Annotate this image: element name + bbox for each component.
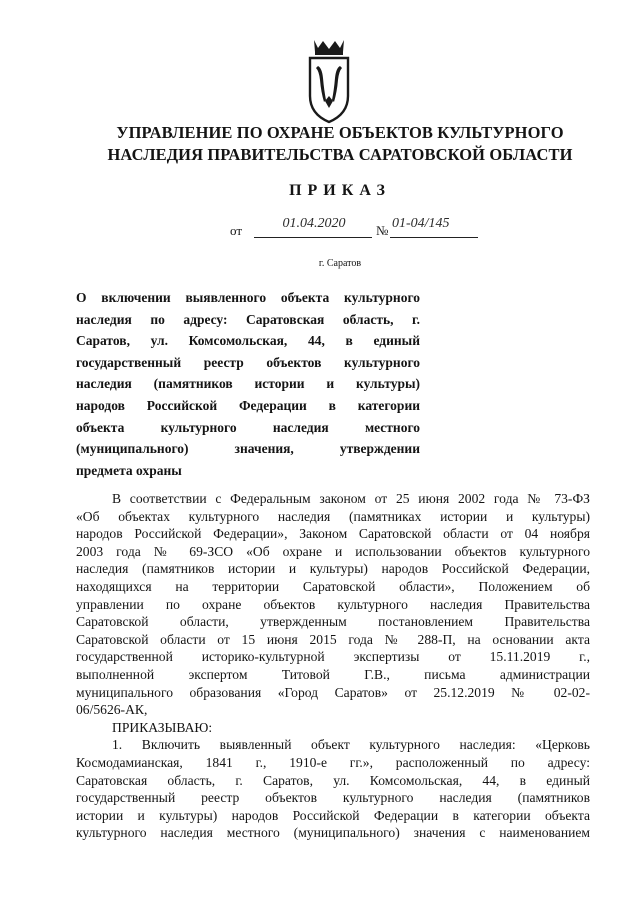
subject-line: (муниципального) значения, утверждении [76,441,420,457]
number-underline [390,237,478,238]
saratov-coat-of-arms-icon [302,38,356,124]
subject-line: наследия (памятников истории и культуры) [76,376,420,392]
subject-line: народов Российской Федерации в категории [76,397,420,413]
handwritten-number: 01-04/145 [392,216,450,231]
subject-line: О включении выявленного объекта культурного [76,290,420,305]
body-line: управлении по охране объектов культурного наследия Правительства [76,596,590,612]
body-line: государственной историко-культурной экспертизы от 15.11.2019 г., [76,649,590,665]
handwritten-date: 01.04.2020 [282,216,346,231]
body-line: 1. Включить выявленный объект культурного наследия: «Церковь [112,737,590,753]
number-label: № [376,223,389,238]
body-line: государственный реестр объектов культурного наследия (памятников [76,790,590,806]
body-line: Саратовской области, утвержденным постановлением Правительства [76,614,590,630]
body-line: 2003 года № 69-ЗСО «Об охране и использовании объектов культурного [76,543,590,559]
body-line: Саратовской области от 15 июня 2015 года № 288-П, на основании акта [76,631,590,647]
body-line: В соответствии с Федеральным законом от 25 июня 2002 года № 73-ФЗ [112,491,590,506]
body-line: 06/5626-АК, [76,702,148,718]
body-line: выполненной экспертом Титовой Г.В., письма администрации [76,666,590,682]
city-label: г. Саратов [318,258,362,269]
subject-line: наследия по адресу: Саратовская область, г. [76,311,420,327]
body-line: Космодамианская, 1841 г., 1910-е гг.», расположенный по адресу: [76,754,590,770]
order-body-text [76,490,590,842]
document-title: ПРИКАЗ [289,182,391,199]
date-label: от [230,223,243,238]
body-line: культурного наследия местного (муниципального) значения с наименованием [76,825,590,841]
subject-line: объекта культурного наследия местного [76,419,420,435]
body-line: «Об объектах культурного наследия (памятниках истории и культуры) [76,508,590,524]
body-line: муниципального образования «Город Саратов» от 25.12.2019 № 02-02- [76,684,590,700]
body-line: Саратовская область, г. Саратов, ул. Комсомольская, 44, в единый [76,772,590,788]
body-line: находящихся на территории Саратовской области», Положением об [76,578,590,594]
order-subject [76,287,420,481]
organization-name-line2: НАСЛЕДИЯ ПРАВИТЕЛЬСТВА САРАТОВСКОЙ ОБЛАСТИ [107,145,573,164]
directive-word: ПРИКАЗЫВАЮ: [112,719,213,735]
date-underline [254,237,372,238]
body-line: народов Российской Федерации», Законом Саратовской области от 04 ноября [76,526,590,542]
body-line: истории и культуры) народов Российской Федерации в категории объекта [76,807,590,823]
body-line: наследия (памятников истории и культуры) народов Российской Федерации, [76,561,590,577]
organization-name-line1: УПРАВЛЕНИЕ ПО ОХРАНЕ ОБЪЕКТОВ КУЛЬТУРНОГО [116,123,564,142]
subject-line: Саратов, ул. Комсомольская, 44, в единый [76,333,420,349]
subject-line: государственный реестр объектов культурного [76,354,420,370]
subject-line: предмета охраны [76,462,182,478]
